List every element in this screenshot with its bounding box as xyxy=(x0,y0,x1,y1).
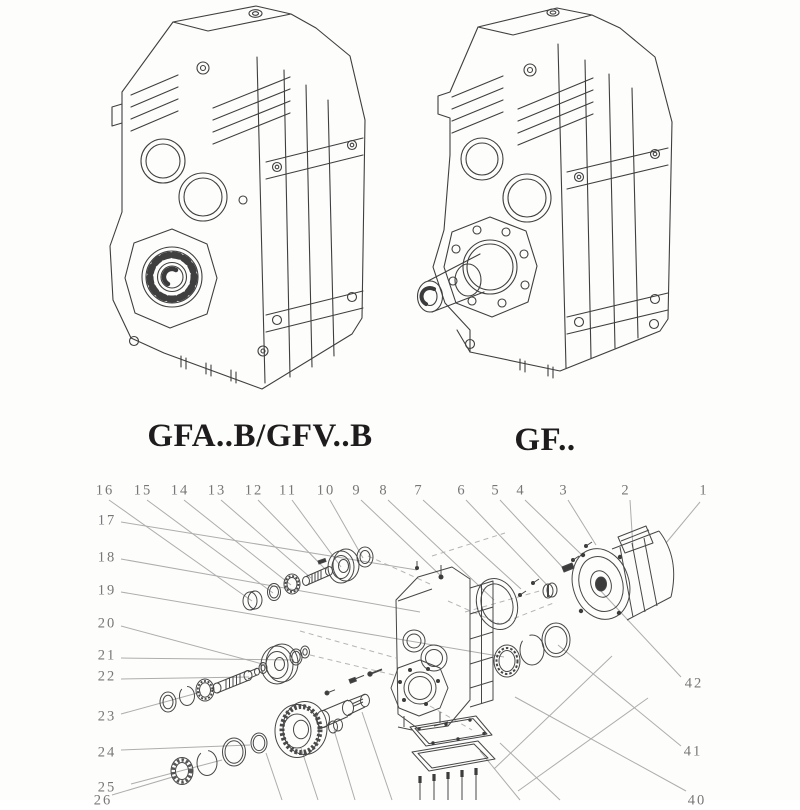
callout-4: 4 xyxy=(516,482,526,499)
callout-24: 24 xyxy=(97,744,117,761)
callout-17: 17 xyxy=(97,512,117,529)
callout-14: 14 xyxy=(170,482,190,499)
callout-26: 26 xyxy=(93,792,113,809)
callout-25: 25 xyxy=(97,779,117,796)
exploded-housing xyxy=(391,561,493,730)
construction-lines xyxy=(300,533,556,730)
model-label-left: GFA..B/GFV..B xyxy=(147,418,373,454)
callout-40: 40 xyxy=(687,792,707,809)
exploded-motor xyxy=(470,526,674,635)
callout-23: 23 xyxy=(97,708,117,725)
callout-3: 3 xyxy=(559,482,569,499)
callout-41: 41 xyxy=(683,743,703,760)
leader-lines xyxy=(109,500,700,800)
callout-2: 2 xyxy=(621,482,631,499)
callout-12: 12 xyxy=(244,482,264,499)
callout-18: 18 xyxy=(97,549,117,566)
cover-assembly xyxy=(410,716,495,800)
callout-8: 8 xyxy=(379,482,389,499)
output-shaft-assembly xyxy=(171,669,382,784)
right-unit-drawing xyxy=(418,8,673,378)
model-label-right: GF.. xyxy=(514,422,576,458)
callout-15: 15 xyxy=(133,482,153,499)
seal-rings xyxy=(494,623,570,677)
callout-9: 9 xyxy=(352,482,362,499)
callout-7: 7 xyxy=(414,482,424,499)
callout-21: 21 xyxy=(97,647,117,664)
callout-19: 19 xyxy=(97,582,117,599)
callout-10: 10 xyxy=(316,482,336,499)
callout-1: 1 xyxy=(699,482,709,499)
callout-13: 13 xyxy=(207,482,227,499)
callout-42: 42 xyxy=(684,675,704,692)
left-unit-drawing xyxy=(110,6,365,389)
callout-20: 20 xyxy=(97,615,117,632)
callout-5: 5 xyxy=(491,482,501,499)
callout-22: 22 xyxy=(97,668,117,685)
callout-11: 11 xyxy=(279,482,297,499)
callout-16: 16 xyxy=(95,482,115,499)
callout-6: 6 xyxy=(457,482,467,499)
